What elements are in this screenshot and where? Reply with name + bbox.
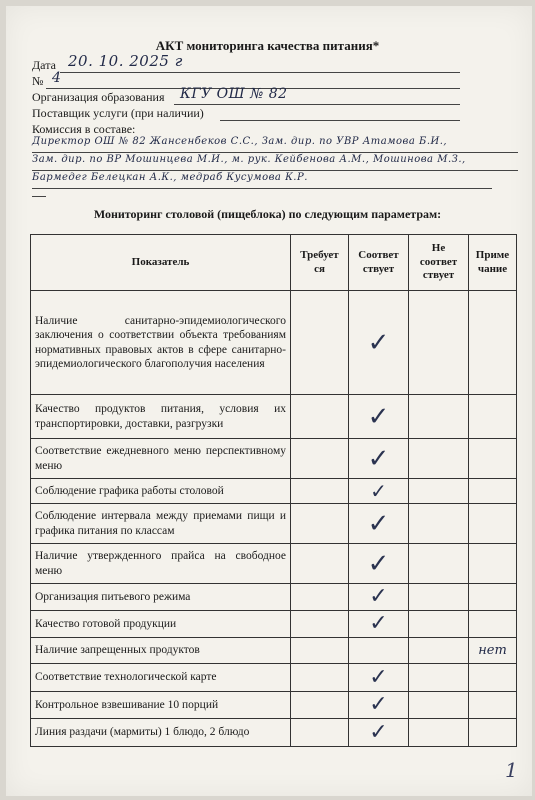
note-handwritten: нет xyxy=(478,643,507,658)
not-complies-cell xyxy=(409,504,469,544)
number-label: № xyxy=(32,74,44,88)
indicator-cell: Линия раздачи (мармиты) 1 блюдо, 2 блюдо xyxy=(31,719,291,747)
required-cell xyxy=(291,584,349,611)
indicator-cell: Соответствие ежедневного меню перспективному меню xyxy=(31,439,291,479)
complies-cell xyxy=(349,584,409,611)
required-cell xyxy=(291,692,349,719)
indicator-cell: Наличие запрещенных продуктов xyxy=(31,638,291,664)
table-row xyxy=(31,584,517,611)
not-complies-cell xyxy=(409,439,469,479)
complies-cell xyxy=(349,719,409,747)
indicator-cell: Организация питьевого режима xyxy=(31,584,291,611)
commission-underline-2 xyxy=(32,170,518,171)
org-value: КГУ ОШ № 82 xyxy=(180,86,288,102)
indicator-cell: Качество готовой продукции xyxy=(31,611,291,638)
note-cell xyxy=(469,638,517,664)
complies-cell xyxy=(349,439,409,479)
header-not-complies: Не соответ ствует xyxy=(409,235,469,291)
check-mark-icon: ✓ xyxy=(369,584,388,609)
indicator-cell: Наличие утвержденного прайса на свободное меню xyxy=(31,544,291,584)
complies-cell xyxy=(349,692,409,719)
indicator-cell: Соблюдение графика работы столовой xyxy=(31,479,291,504)
note-cell xyxy=(469,719,517,747)
table-row xyxy=(31,504,517,544)
note-cell xyxy=(469,439,517,479)
header-required: Требует ся xyxy=(291,235,349,291)
not-complies-cell xyxy=(409,584,469,611)
not-complies-cell xyxy=(409,719,469,747)
complies-cell xyxy=(349,479,409,504)
header-note: Приме чание xyxy=(469,235,517,291)
check-mark-icon: ✓ xyxy=(369,664,388,690)
indicator-cell: Соблюдение интервала между приемами пищи и графика питания по классам xyxy=(31,504,291,544)
commission-member-line-3: Бармедег Белецкан А.К., медраб Кусумова К.Р. xyxy=(32,172,308,183)
indicator-cell: Наличие санитарно-эпидемиологического заключения о соответствии объекта требованиям нормативных правовых актов в сфере санитарно-эпидемиологического благополучия населения xyxy=(31,291,291,395)
not-complies-cell xyxy=(409,611,469,638)
complies-cell xyxy=(349,611,409,638)
commission-underline-3 xyxy=(32,188,492,189)
required-cell xyxy=(291,291,349,395)
check-mark-icon: ✓ xyxy=(367,508,390,539)
table-row xyxy=(31,719,517,747)
complies-cell xyxy=(349,395,409,439)
check-mark-icon: ✓ xyxy=(369,611,388,636)
complies-cell xyxy=(349,638,409,664)
table-row xyxy=(31,692,517,719)
date-label: Дата xyxy=(32,58,56,72)
table-row xyxy=(31,544,517,584)
indicator-cell: Качество продуктов питания, условия их транспортировки, доставки, разгрузки xyxy=(31,395,291,439)
not-complies-cell xyxy=(409,544,469,584)
monitoring-table xyxy=(30,234,517,747)
commission-member-line-2: Зам. дир. по ВР Мошинцева М.И., м. рук. Кейбенова А.М., Мошинова М.З., xyxy=(32,154,466,165)
header-complies: Соответ ствует xyxy=(349,235,409,291)
org-label: Организация образования xyxy=(32,90,165,104)
note-cell xyxy=(469,479,517,504)
check-mark-icon: ✓ xyxy=(369,719,388,745)
check-mark-icon: ✓ xyxy=(367,401,390,432)
check-mark-icon: ✓ xyxy=(369,692,388,717)
note-cell xyxy=(469,584,517,611)
document-title: АКТ мониторинга качества питания* xyxy=(155,38,380,53)
required-cell xyxy=(291,638,349,664)
indicator-cell: Соответствие технологической карте xyxy=(31,664,291,692)
not-complies-cell xyxy=(409,291,469,395)
table-row xyxy=(31,611,517,638)
note-cell xyxy=(469,504,517,544)
commission-label: Комиссия в составе: xyxy=(32,122,136,136)
complies-cell xyxy=(349,544,409,584)
header-indicator: Показатель xyxy=(31,235,291,291)
page-number: 1 xyxy=(505,758,518,782)
note-cell xyxy=(469,395,517,439)
check-mark-icon: ✓ xyxy=(367,548,390,579)
supplier-underline xyxy=(220,120,460,121)
required-cell xyxy=(291,719,349,747)
date-value: 20. 10. 2025 г xyxy=(68,52,183,70)
date-underline xyxy=(60,72,460,73)
note-cell xyxy=(469,692,517,719)
not-complies-cell xyxy=(409,395,469,439)
check-mark-icon: ✓ xyxy=(367,327,390,358)
table-row xyxy=(31,395,517,439)
note-cell xyxy=(469,544,517,584)
table-row xyxy=(31,439,517,479)
commission-member-line-1: Директор ОШ № 82 Жансенбеков С.С., Зам. дир. по УВР Атамова Б.И., xyxy=(32,136,448,147)
not-complies-cell xyxy=(409,638,469,664)
note-cell xyxy=(469,611,517,638)
indicator-cell: Контрольное взвешивание 10 порций xyxy=(31,692,291,719)
not-complies-cell xyxy=(409,664,469,692)
org-underline xyxy=(174,104,460,105)
check-mark-icon: ✓ xyxy=(367,443,390,474)
complies-cell xyxy=(349,664,409,692)
table-row xyxy=(31,479,517,504)
required-cell xyxy=(291,664,349,692)
check-mark-icon: ✓ xyxy=(370,479,387,503)
required-cell xyxy=(291,479,349,504)
table-subtitle: Мониторинг столовой (пищеблока) по следующим параметрам: xyxy=(93,207,442,221)
required-cell xyxy=(291,439,349,479)
number-value: 4 xyxy=(52,70,62,86)
required-cell xyxy=(291,611,349,638)
supplier-label: Поставщик услуги (при наличии) xyxy=(32,106,204,120)
required-cell xyxy=(291,544,349,584)
not-complies-cell xyxy=(409,692,469,719)
commission-underline-1 xyxy=(32,152,518,153)
table-row xyxy=(31,638,517,664)
complies-cell xyxy=(349,504,409,544)
note-cell xyxy=(469,664,517,692)
table-row xyxy=(31,664,517,692)
commission-underline-4 xyxy=(32,196,46,197)
table-row xyxy=(31,291,517,395)
required-cell xyxy=(291,395,349,439)
table-header-row xyxy=(31,235,517,291)
complies-cell xyxy=(349,291,409,395)
note-cell xyxy=(469,291,517,395)
not-complies-cell xyxy=(409,479,469,504)
required-cell xyxy=(291,504,349,544)
